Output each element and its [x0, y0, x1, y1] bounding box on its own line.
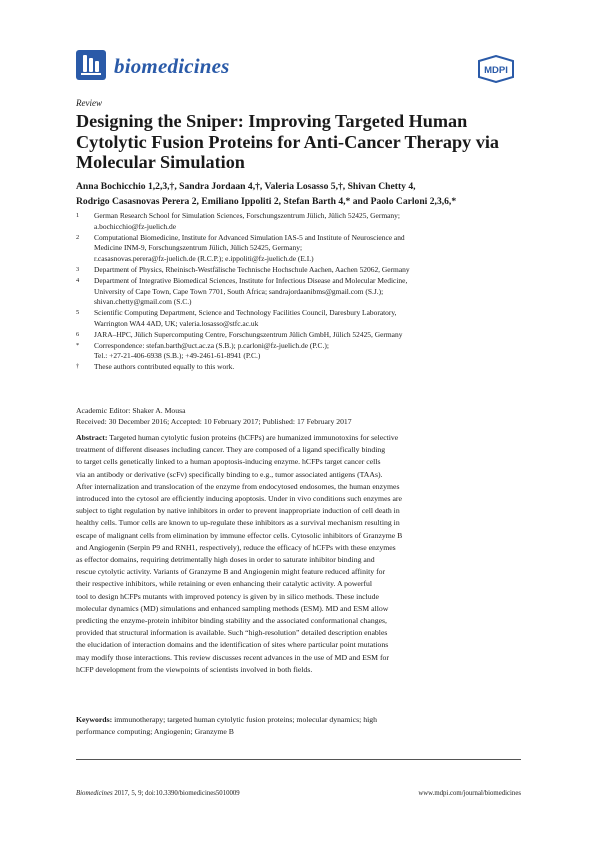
correspondence-marker: *: [76, 341, 80, 349]
publication-dates: Received: 30 December 2016; Accepted: 10 February 2017; Published: 17 February 2017: [76, 417, 352, 427]
affiliation-2: [76, 233, 526, 265]
correspondence-email[interactable]: Correspondence: stefan.barth@uct.ac.za (S.B.); p.carloni@fz-juelich.de (P.C.);: [94, 340, 329, 350]
keywords-heading: Keywords:: [76, 715, 113, 724]
affiliation-text: Medicine INM-9, Forschungszentrum Jülich, Jülich 52425, Germany;: [94, 243, 303, 253]
footer-divider: [76, 759, 521, 760]
abstract-line: After internalization and translocation of the enzyme from endocytosed endosomes, the human enzymes: [76, 481, 400, 491]
footer-journal-url[interactable]: www.mdpi.com/journal/biomedicines: [418, 790, 521, 797]
affiliation-4: [76, 276, 526, 308]
correspondence-phone: Tel.: +27-21-406-6938 (S.B.); +49-2461-61-8941 (P.C.): [94, 351, 261, 361]
abstract-line: Targeted human cytolytic fusion proteins (hCFPs) are humanized immunotoxins for selective: [109, 433, 399, 442]
affiliation-6: [76, 330, 526, 341]
mdpi-logo-icon: [475, 55, 517, 83]
affiliation-text: Computational Biomedicine, Institute for Advanced Simulation IAS-5 and Institute of Neuroscience and: [94, 232, 405, 242]
abstract-line: to target cells genetically linked to a human apoptosis-inducing enzyme. hCFPs target cancer cells: [76, 457, 381, 467]
academic-editor: Academic Editor: Shaker A. Mousa: [76, 406, 186, 415]
affiliation-marker: 3: [76, 265, 80, 273]
abstract-line: hCFP development from the viewpoints of scientists involved in both fields.: [76, 664, 313, 674]
equal-contribution-note: [76, 362, 526, 373]
journal-name: biomedicines: [114, 54, 230, 78]
abstract-line: provided that structural information is available. Such “high-resolution” detailed description enables: [76, 628, 388, 638]
abstract-line: and Angiogenin (Serpin P9 and RNH1, respectively), reduce the efficacy of hCFPs with these enzymes: [76, 542, 396, 552]
affiliation-5: [76, 308, 526, 330]
affiliation-marker: 2: [76, 233, 80, 241]
affiliation-email[interactable]: University of Cape Town, Cape Town 7701, South Africa; sandrajordaanibms@gmail.com (S.J.);: [94, 286, 384, 296]
abstract-line: their respective inhibitors, while retaining or even enhancing their catalytic activity. A powerful: [76, 579, 373, 589]
author-line: Anna Bochicchio 1,2,3,†, Sandra Jordaan 4,†, Valeria Losasso 5,†, Shivan Chetty 4,: [76, 181, 416, 192]
footer-citation: [76, 790, 240, 797]
abstract-line: rescue cytolytic activity. Variants of Granzyme B and Angiogenin might feature reduced affinity for: [76, 567, 386, 577]
affiliation-text: JARA–HPC, Jülich Supercomputing Centre, Forschungszentrum Jülich GmbH, Jülich 52425, Germany: [94, 329, 403, 339]
keywords: [76, 714, 521, 738]
keywords-line: immunotherapy; targeted human cytolytic fusion proteins; molecular dynamics; high: [114, 715, 377, 724]
author-line: Rodrigo Casasnovas Perera 2, Emiliano Ippoliti 2, Stefan Barth 4,* and Paolo Carloni 2,3,6,*: [76, 195, 457, 207]
affiliations: [76, 211, 526, 373]
abstract-line: tool to design hCFPs mutants with improved potency is given by in silico methods. These include: [76, 591, 379, 601]
abstract-line: the elucidation of interaction domains and the identification of sites where particular point mutations: [76, 640, 389, 650]
abstract-heading: Abstract:: [76, 433, 108, 442]
affiliation-3: [76, 265, 526, 276]
journal-logo-icon: [76, 50, 106, 80]
abstract-line: healthy cells. Tumor cells are known to up-regulate these inhibitors as a survival mechanism resulting in: [76, 518, 400, 528]
affiliation-marker: 4: [76, 276, 80, 284]
abstract-line: as effector domains, requiring detrimentally high doses in order to saturate inhibitor binding and: [76, 555, 375, 565]
affiliation-text: Department of Physics, Rheinisch-Westfälische Technische Hochschule Aachen, Aachen 52062, Germany: [94, 264, 410, 274]
author-list: [76, 180, 526, 209]
article-metadata: [76, 405, 352, 427]
affiliation-text: Department of Integrative Biomedical Sciences, Institute for Infectious Disease and Molecular Medicine,: [94, 275, 408, 285]
affiliation-email[interactable]: shivan.chetty@gmail.com (S.C.): [94, 297, 192, 307]
keywords-line: performance computing; Angiogenin; Granzyme B: [76, 727, 234, 737]
affiliation-email[interactable]: a.bochicchio@fz-juelich.de: [94, 221, 177, 231]
abstract-line: subject to tight regulation by native inhibitors in order to prevent inappropriate induction of cell death in: [76, 506, 400, 516]
affiliation-text: Scientific Computing Department, Science and Technology Facilities Council, Daresbury Laboratory,: [94, 308, 397, 318]
mdpi-logo-text: MDPI: [484, 65, 508, 76]
abstract-line: molecular dynamics (MD) simulations and enhanced sampling methods (ESM). MD and ESM allow: [76, 603, 389, 613]
footer-citation-details: 2017, 5, 9; doi:10.3390/biomedicines5010009: [114, 790, 240, 797]
affiliation-email[interactable]: r.casasnovas.perera@fz-juelich.de (R.C.P.); e.ippoliti@fz-juelich.de (E.I.): [94, 254, 314, 264]
correspondence: [76, 341, 526, 363]
abstract-line: introduced into the cytosol are efficiently inducing apoptosis. Under in vivo conditions such enzymes are: [76, 494, 402, 504]
abstract-line: may modify those interactions. This review discusses recent advances in the use of MD and ESM for: [76, 652, 390, 662]
affiliation-marker: 1: [76, 212, 80, 219]
affiliation-marker: 5: [76, 309, 80, 317]
abstract: [76, 432, 521, 676]
equal-contribution-marker: †: [76, 363, 80, 371]
abstract-line: treatment of different diseases including cancer. They are composed of a ligand specifically binding: [76, 445, 386, 455]
abstract-line: predicting the enzyme-protein inhibitor binding stability and the associated conformational changes,: [76, 616, 387, 626]
affiliation-1: [76, 211, 526, 233]
footer-journal: Biomedicines: [76, 790, 113, 797]
affiliation-marker: 6: [76, 330, 80, 338]
affiliation-text: German Research School for Simulation Sciences, Forschungszentrum Jülich, Jülich 52425, Germany;: [94, 211, 400, 220]
abstract-line: escape of malignant cells from elimination by immune effector cells. Cytosolic inhibitors of Granzyme B: [76, 530, 403, 540]
equal-contribution-text: These authors contributed equally to this work.: [94, 362, 235, 372]
article-title: Designing the Sniper: Improving Targeted Human Cytolytic Fusion Proteins for Anti-Cancer Therapy via Molecular Simulation: [76, 111, 500, 172]
article-type-label: Review: [76, 98, 102, 108]
affiliation-email[interactable]: Warrington WA4 4AD, UK; valeria.losasso@stfc.ac.uk: [94, 318, 259, 328]
abstract-line: via an antibody or derivative (scFv) specifically binding to e.g., tumor associated antigens (TAAs).: [76, 469, 383, 479]
